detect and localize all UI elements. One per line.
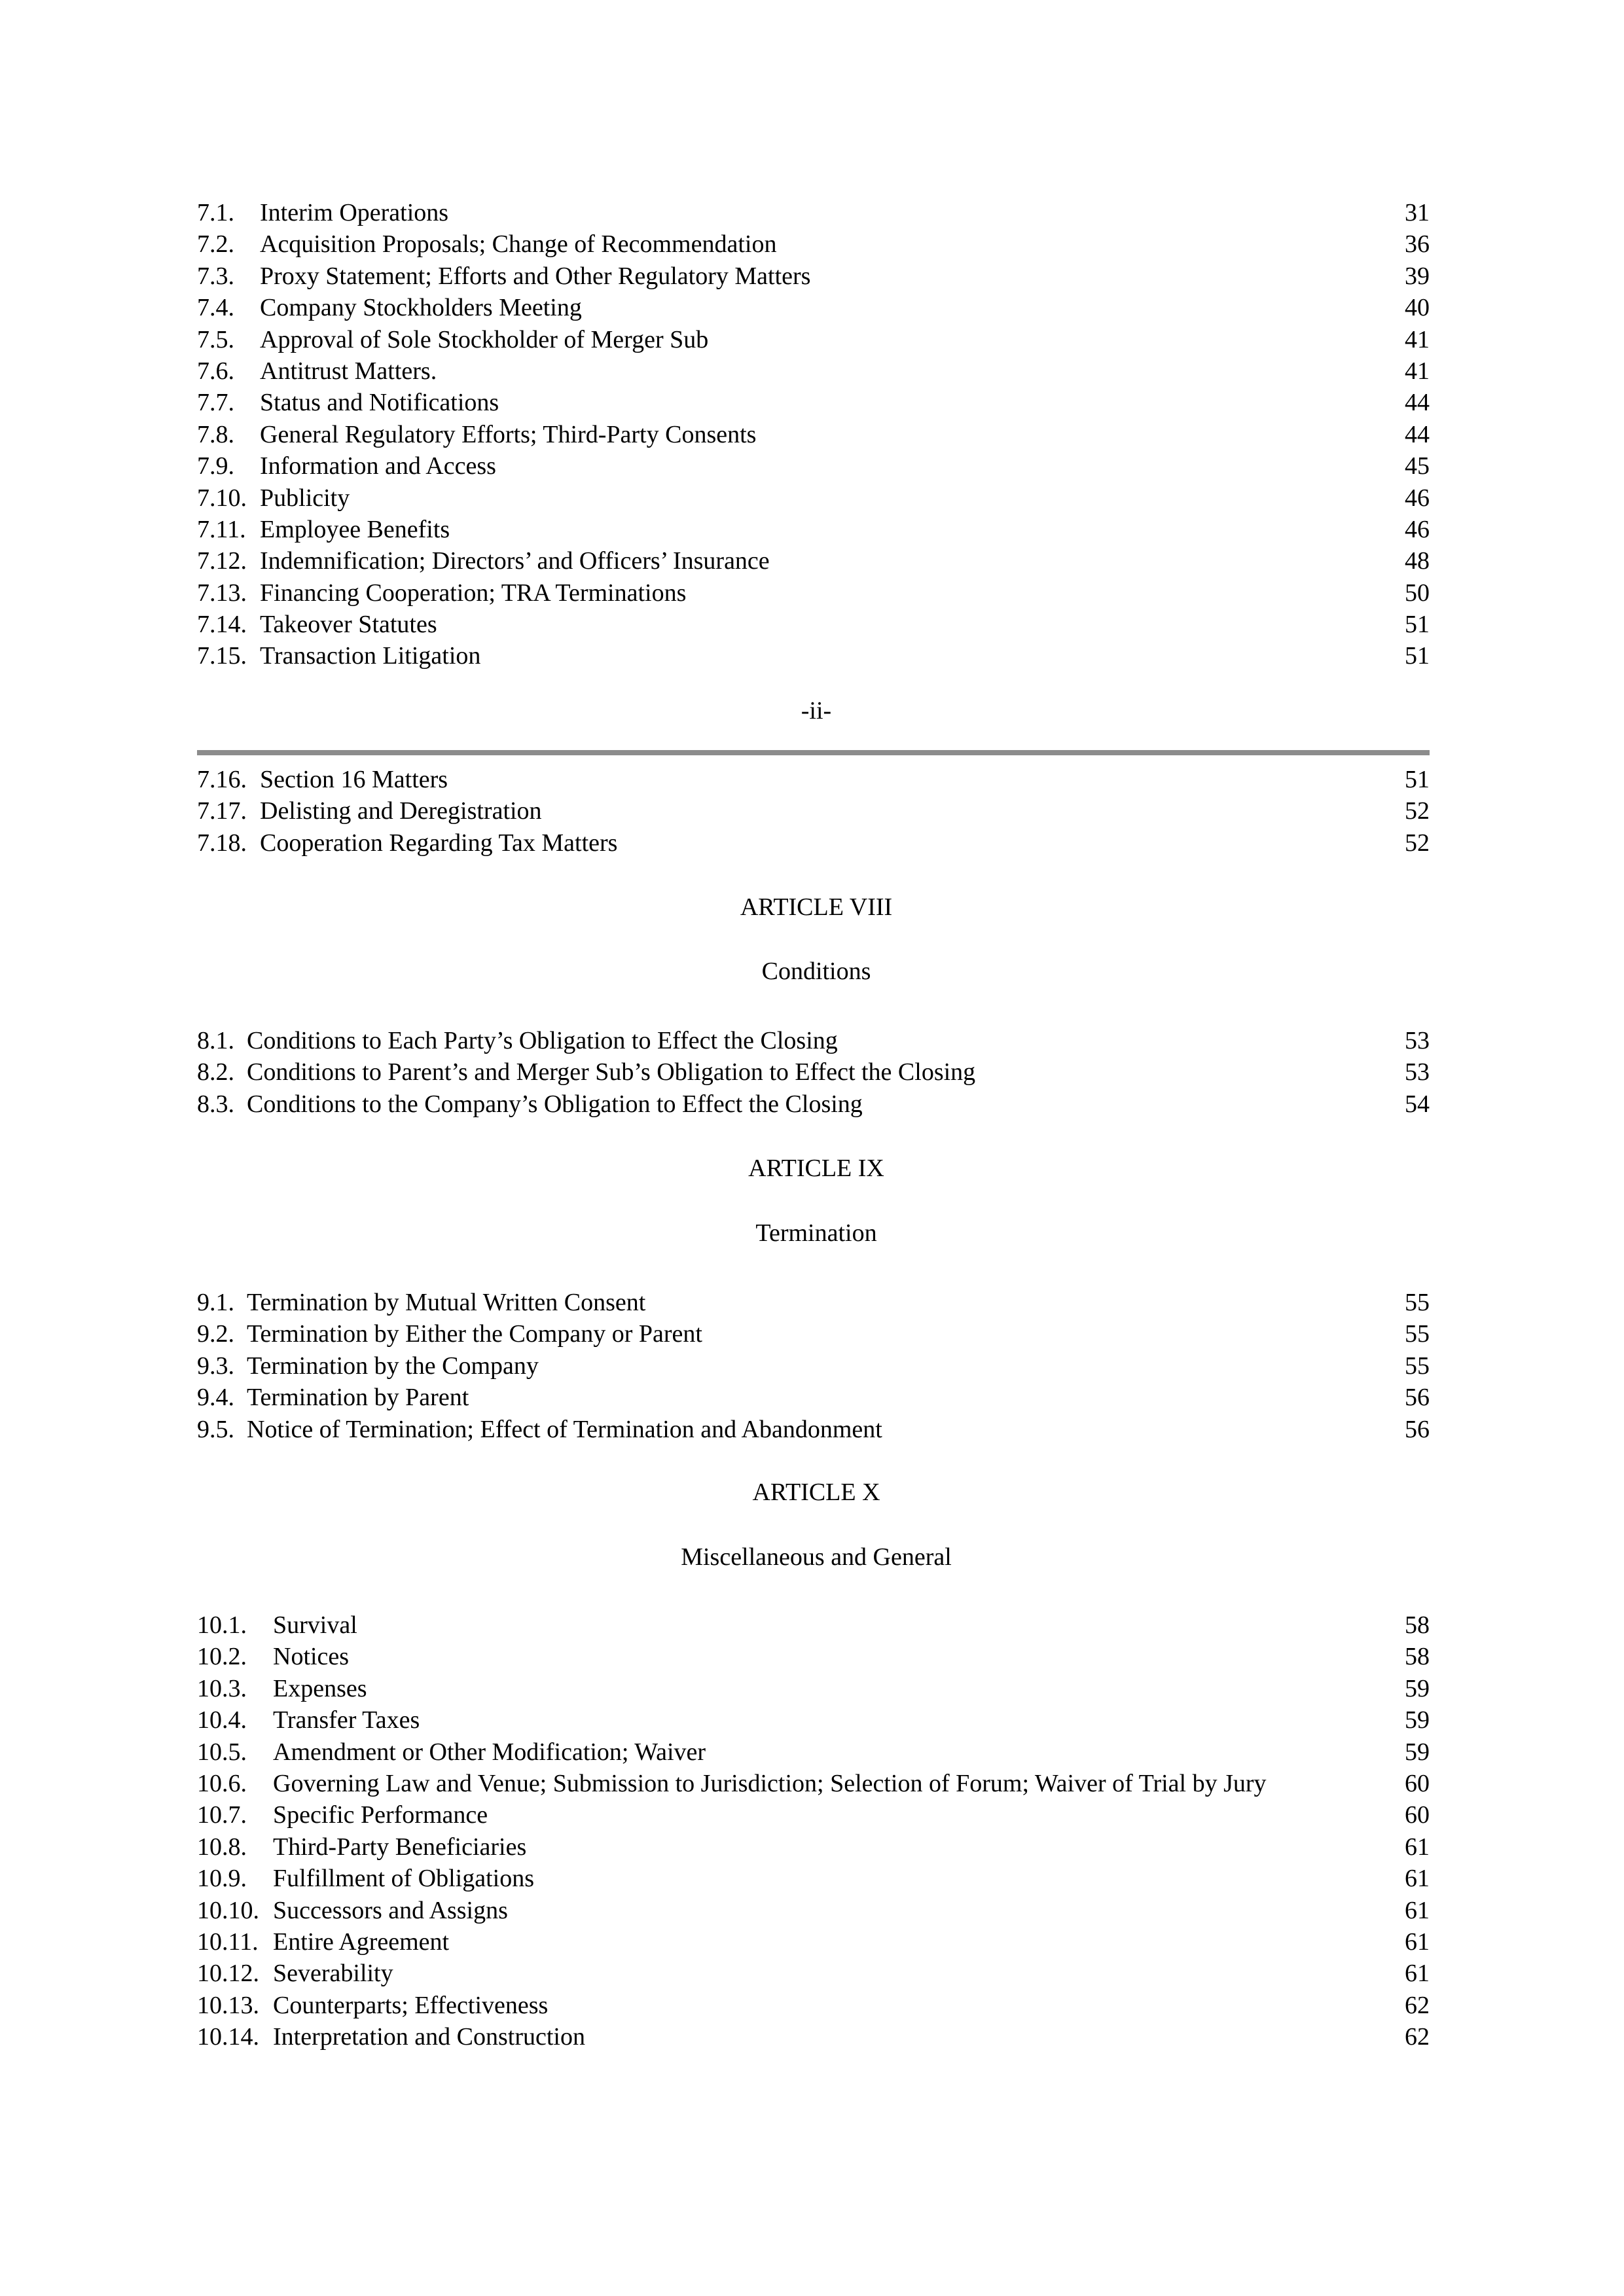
toc-entry-title: Termination by the Company xyxy=(247,1352,539,1380)
toc-entry xyxy=(197,1287,1430,1318)
toc-entry-page-number: 62 xyxy=(1405,2023,1430,2051)
toc-entry xyxy=(197,609,1430,640)
toc-entry-page-number: 58 xyxy=(1405,1643,1430,1671)
toc-entry-number: 8.1. xyxy=(197,1027,234,1054)
toc-entry xyxy=(197,1414,1430,1445)
page-break-divider xyxy=(197,750,1430,755)
toc-section-10 xyxy=(197,1609,1430,2053)
toc-entry-number: 10.14. xyxy=(197,2023,259,2051)
toc-entry xyxy=(197,292,1430,323)
toc-entry-page-number: 56 xyxy=(1405,1384,1430,1412)
toc-entry-page-number: 55 xyxy=(1405,1289,1430,1316)
toc-entry-page-number: 31 xyxy=(1405,199,1430,226)
toc-entry xyxy=(197,1704,1430,1736)
toc-entry-number: 7.5. xyxy=(197,325,234,353)
toc-entry xyxy=(197,1926,1430,1958)
toc-entry-title: Conditions to Each Party’s Obligation to Effect the Closing xyxy=(247,1027,838,1054)
toc-entry-page-number: 55 xyxy=(1405,1352,1430,1380)
toc-entry-number: 10.5. xyxy=(197,1738,247,1766)
toc-entry-number: 10.4. xyxy=(197,1706,247,1734)
toc-entry xyxy=(197,1799,1430,1831)
toc-entry-title: Third-Party Beneficiaries xyxy=(273,1833,527,1861)
toc-entry-page-number: 61 xyxy=(1405,1960,1430,1988)
toc-entry-number: 10.9. xyxy=(197,1865,247,1893)
toc-entry-number: 7.13. xyxy=(197,579,247,607)
toc-entry-title: Transaction Litigation xyxy=(260,642,481,670)
toc-entry xyxy=(197,482,1430,514)
toc-entry-number: 7.11. xyxy=(197,515,246,543)
toc-entry-title: Interim Operations xyxy=(260,199,449,226)
toc-entry-page-number: 48 xyxy=(1405,547,1430,575)
toc-entry-page-number: 56 xyxy=(1405,1415,1430,1443)
toc-entry-number: 7.4. xyxy=(197,294,234,322)
toc-entry-number: 7.16. xyxy=(197,766,247,793)
toc-section-7-part-1 xyxy=(197,197,1430,672)
toc-entry-number: 7.3. xyxy=(197,262,234,290)
toc-entry-page-number: 46 xyxy=(1405,484,1430,512)
toc-entry-number: 7.1. xyxy=(197,199,234,226)
toc-entry-title: Notices xyxy=(273,1643,350,1671)
toc-entry-number: 7.10. xyxy=(197,484,247,512)
toc-entry xyxy=(197,419,1430,450)
toc-entry-page-number: 61 xyxy=(1405,1833,1430,1861)
toc-entry-title: Acquisition Proposals; Change of Recommendation xyxy=(260,230,777,259)
toc-entry-page-number: 51 xyxy=(1405,766,1430,793)
toc-entry-title: Counterparts; Effectiveness xyxy=(273,1991,549,2019)
toc-entry xyxy=(197,577,1430,609)
toc-entry-title: Severability xyxy=(273,1960,393,1988)
toc-section-8 xyxy=(197,1025,1430,1120)
toc-entry-number: 10.2. xyxy=(197,1643,247,1671)
toc-entry-page-number: 51 xyxy=(1405,642,1430,670)
toc-entry-page-number: 60 xyxy=(1405,1769,1430,1797)
toc-entry-title: Termination by Either the Company or Parent xyxy=(247,1320,702,1348)
toc-entry xyxy=(197,640,1430,672)
toc-entry-number: 7.2. xyxy=(197,230,234,259)
toc-entry-title: Approval of Sole Stockholder of Merger Sub xyxy=(260,325,709,353)
toc-entry-number: 7.9. xyxy=(197,452,234,480)
toc-entry xyxy=(197,1831,1430,1863)
toc-entry-title: Information and Access xyxy=(260,452,496,480)
toc-entry-page-number: 46 xyxy=(1405,515,1430,543)
toc-entry-number: 9.1. xyxy=(197,1289,234,1316)
toc-entry-number: 7.8. xyxy=(197,420,234,448)
toc-entry-title: Notice of Termination; Effect of Termination and Abandonment xyxy=(247,1415,882,1443)
toc-section-9 xyxy=(197,1287,1430,1445)
toc-entry-page-number: 59 xyxy=(1405,1674,1430,1702)
toc-entry xyxy=(197,827,1430,859)
toc-entry-title: Delisting and Deregistration xyxy=(260,797,542,825)
toc-entry-title: Conditions to the Company’s Obligation to Effect the Closing xyxy=(247,1090,863,1118)
toc-entry-number: 10.11. xyxy=(197,1928,259,1956)
toc-entry-page-number: 39 xyxy=(1405,262,1430,290)
toc-entry-title: Amendment or Other Modification; Waiver xyxy=(273,1738,706,1766)
toc-entry-page-number: 60 xyxy=(1405,1801,1430,1829)
toc-entry-page-number: 36 xyxy=(1405,230,1430,259)
toc-entry xyxy=(197,1088,1430,1120)
toc-entry xyxy=(197,1673,1430,1704)
toc-entry-page-number: 61 xyxy=(1405,1865,1430,1893)
toc-entry xyxy=(197,2021,1430,2053)
toc-entry-title: Conditions to Parent’s and Merger Sub’s Obligation to Effect the Closing xyxy=(247,1058,976,1086)
toc-entry xyxy=(197,545,1430,577)
toc-entry-page-number: 41 xyxy=(1405,325,1430,353)
toc-entry xyxy=(197,1382,1430,1413)
toc-entry xyxy=(197,1025,1430,1056)
toc-entry-number: 8.3. xyxy=(197,1090,234,1118)
toc-entry xyxy=(197,197,1430,228)
toc-entry-page-number: 44 xyxy=(1405,389,1430,417)
toc-entry xyxy=(197,324,1430,355)
toc-entry-title: Company Stockholders Meeting xyxy=(260,294,582,322)
toc-entry-page-number: 61 xyxy=(1405,1928,1430,1956)
toc-entry xyxy=(197,228,1430,260)
toc-entry-number: 7.6. xyxy=(197,357,234,385)
toc-entry xyxy=(197,260,1430,292)
toc-entry-title: Publicity xyxy=(260,484,350,512)
toc-entry-title: Cooperation Regarding Tax Matters xyxy=(260,829,618,857)
toc-entry xyxy=(197,1641,1430,1672)
toc-entry-number: 10.10. xyxy=(197,1896,259,1924)
toc-entry-number: 7.18. xyxy=(197,829,247,857)
toc-entry-title: Antitrust Matters. xyxy=(260,357,437,385)
toc-entry-page-number: 52 xyxy=(1405,829,1430,857)
toc-entry-title: Section 16 Matters xyxy=(260,766,448,793)
toc-entry-page-number: 61 xyxy=(1405,1896,1430,1924)
toc-entry-title: Transfer Taxes xyxy=(273,1706,420,1734)
toc-entry-page-number: 55 xyxy=(1405,1320,1430,1348)
toc-section-7-part-2 xyxy=(197,764,1430,859)
toc-entry-number: 10.13. xyxy=(197,1991,259,2019)
toc-entry-number: 7.14. xyxy=(197,611,247,639)
article-ix-label: ARTICLE IX xyxy=(748,1155,884,1182)
toc-entry-number: 7.12. xyxy=(197,547,247,575)
toc-entry-number: 10.6. xyxy=(197,1769,247,1797)
toc-entry-number: 7.17. xyxy=(197,797,247,825)
toc-entry-title: Employee Benefits xyxy=(260,515,450,543)
toc-entry xyxy=(197,1350,1430,1382)
toc-entry-number: 9.5. xyxy=(197,1415,234,1443)
toc-entry-number: 10.1. xyxy=(197,1611,247,1639)
toc-entry-number: 7.15. xyxy=(197,642,247,670)
toc-entry xyxy=(197,1990,1430,2021)
toc-entry-number: 9.4. xyxy=(197,1384,234,1412)
toc-entry-page-number: 44 xyxy=(1405,420,1430,448)
toc-entry xyxy=(197,764,1430,795)
toc-entry-page-number: 58 xyxy=(1405,1611,1430,1639)
toc-entry-page-number: 53 xyxy=(1405,1027,1430,1054)
toc-entry xyxy=(197,1958,1430,1989)
toc-entry-title: Entire Agreement xyxy=(273,1928,450,1956)
toc-entry-number: 7.7. xyxy=(197,389,234,417)
toc-entry-title: Proxy Statement; Efforts and Other Regulatory Matters xyxy=(260,262,811,290)
toc-entry-page-number: 51 xyxy=(1405,611,1430,639)
toc-entry-page-number: 59 xyxy=(1405,1706,1430,1734)
toc-entry-page-number: 41 xyxy=(1405,357,1430,385)
toc-entry-title: Successors and Assigns xyxy=(273,1896,508,1924)
toc-entry-title: General Regulatory Efforts; Third-Party Consents xyxy=(260,420,757,448)
toc-entry-number: 9.3. xyxy=(197,1352,234,1380)
toc-entry-page-number: 45 xyxy=(1405,452,1430,480)
article-x-label: ARTICLE X xyxy=(752,1479,880,1506)
toc-entry-number: 10.7. xyxy=(197,1801,247,1829)
toc-entry xyxy=(197,450,1430,482)
toc-entry-page-number: 53 xyxy=(1405,1058,1430,1086)
toc-entry-number: 9.2. xyxy=(197,1320,234,1348)
toc-entry xyxy=(197,1056,1430,1088)
toc-entry xyxy=(197,355,1430,387)
toc-entry xyxy=(197,387,1430,418)
toc-entry xyxy=(197,1318,1430,1350)
toc-entry-page-number: 62 xyxy=(1405,1991,1430,2019)
toc-entry xyxy=(197,1863,1430,1894)
toc-entry-title: Takeover Statutes xyxy=(260,611,437,639)
toc-entry xyxy=(197,1895,1430,1926)
toc-entry-number: 10.12. xyxy=(197,1960,259,1988)
toc-entry-title: Specific Performance xyxy=(273,1801,488,1829)
toc-entry-page-number: 54 xyxy=(1405,1090,1430,1118)
toc-entry-title: Interpretation and Construction xyxy=(273,2023,585,2051)
toc-entry xyxy=(197,514,1430,545)
toc-entry xyxy=(197,1768,1430,1799)
toc-entry xyxy=(197,1736,1430,1768)
article-ix-heading: Termination xyxy=(755,1219,877,1247)
toc-entry-title: Termination by Mutual Written Consent xyxy=(247,1289,646,1316)
toc-entry-number: 8.2. xyxy=(197,1058,234,1086)
toc-entry-page-number: 50 xyxy=(1405,579,1430,607)
toc-entry-title: Expenses xyxy=(273,1674,367,1702)
toc-entry-page-number: 40 xyxy=(1405,294,1430,322)
toc-entry-title: Fulfillment of Obligations xyxy=(273,1865,534,1893)
toc-entry xyxy=(197,795,1430,827)
article-viii-heading: Conditions xyxy=(761,958,871,985)
page-number: -ii- xyxy=(801,697,832,725)
toc-entry-number: 10.3. xyxy=(197,1674,247,1702)
toc-entry-page-number: 59 xyxy=(1405,1738,1430,1766)
article-x-heading: Miscellaneous and General xyxy=(681,1543,952,1571)
article-viii-label: ARTICLE VIII xyxy=(740,893,893,921)
toc-entry-title: Governing Law and Venue; Submission to Jurisdiction; Selection of Forum; Waiver of Trial by Jury xyxy=(273,1769,1267,1797)
toc-entry-title: Termination by Parent xyxy=(247,1384,469,1412)
toc-entry-title: Survival xyxy=(273,1611,357,1639)
toc-entry xyxy=(197,1609,1430,1641)
toc-entry-number: 10.8. xyxy=(197,1833,247,1861)
toc-entry-title: Status and Notifications xyxy=(260,389,499,417)
toc-entry-title: Indemnification; Directors’ and Officers’ Insurance xyxy=(260,547,770,575)
toc-entry-page-number: 52 xyxy=(1405,797,1430,825)
toc-entry-title: Financing Cooperation; TRA Terminations xyxy=(260,579,687,607)
